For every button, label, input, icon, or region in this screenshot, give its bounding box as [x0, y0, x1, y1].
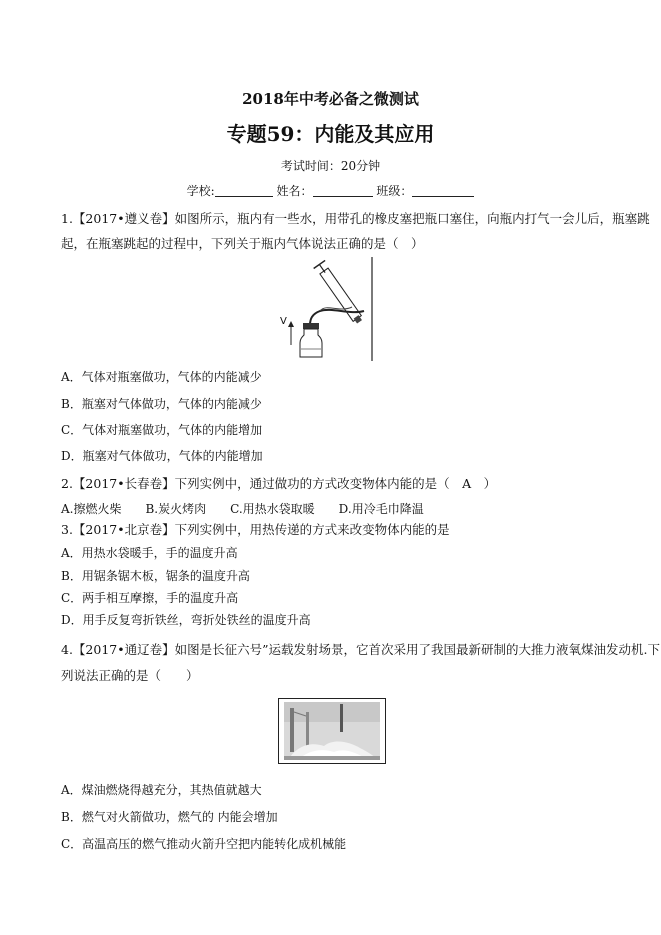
q1-option-c[interactable]: C．气体对瓶塞做功，气体的内能增加 — [61, 423, 263, 437]
q1-option-b[interactable]: B．瓶塞对气体做功，气体的内能减少 — [61, 397, 262, 411]
q4-rocket-launch-photo — [278, 698, 386, 764]
q1-stem-line1: 1.【2017•遵义卷】如图所示，瓶内有一些水，用带孔的橡皮塞把瓶口塞住，向瓶内打气一会儿后，瓶塞跳 — [61, 211, 650, 226]
class-blank[interactable] — [412, 184, 474, 197]
q4-option-c[interactable]: C．高温高压的燃气推动火箭升空把内能转化成机械能 — [61, 837, 347, 851]
velocity-label: V — [280, 316, 287, 327]
q1-option-a[interactable]: A．气体对瓶塞做功，气体的内能减少 — [61, 370, 262, 384]
q3-stem: 3.【2017•北京卷】下列实例中，用热传递的方式来改变物体内能的是 — [61, 522, 450, 537]
topic-title: 专题59：内能及其应用 — [226, 122, 435, 146]
bottle-pump-illustration — [280, 255, 380, 361]
q2-stem: 2.【2017•长春卷】下列实例中，通过做功的方式改变物体内能的是（ A ） — [61, 476, 497, 491]
school-blank[interactable] — [215, 184, 273, 197]
q3-option-d[interactable]: D．用手反复弯折铁丝，弯折处铁丝的温度升高 — [61, 613, 311, 627]
class-label: 班级： — [376, 184, 413, 198]
q4-option-b[interactable]: B．燃气对火箭做功，燃气的 内能会增加 — [61, 810, 278, 824]
q3-option-a[interactable]: A．用热水袋暖手，手的温度升高 — [61, 546, 238, 560]
name-blank[interactable] — [313, 184, 373, 197]
q4-stem-line2: 列说法正确的是（ ） — [61, 668, 199, 683]
q4-stem-line1: 4.【2017•通辽卷】如图是长征六号”运载发射场景，它首次采用了我国最新研制的大推力液氧煤油发动机.下 — [61, 642, 660, 657]
exam-header-title: 2018年中考必备之微测试 — [242, 90, 419, 108]
q1-stem-line2: 起，在瓶塞跳起的过程中，下列关于瓶内气体说法正确的是（ ） — [61, 236, 424, 251]
exam-time: 考试时间：20分钟 — [280, 159, 381, 173]
school-label: 学校: — [186, 184, 215, 198]
q3-option-c[interactable]: C．两手相互摩擦，手的温度升高 — [61, 591, 239, 605]
name-label: 姓名： — [276, 184, 313, 198]
student-info-line — [0, 182, 661, 199]
q1-bottle-pump-figure — [280, 255, 380, 361]
q3-option-b[interactable]: B．用锯条锯木板，锯条的温度升高 — [61, 569, 250, 583]
q4-option-a[interactable]: A．煤油燃烧得越充分，其热值就越大 — [61, 783, 262, 797]
q1-option-d[interactable]: D．瓶塞对气体做功，气体的内能增加 — [61, 449, 263, 463]
rocket-launch-image — [278, 698, 386, 764]
q2-options[interactable]: A.擦燃火柴 B.炭火烤肉 C.用热水袋取暖 D.用冷毛巾降温 — [61, 502, 424, 516]
